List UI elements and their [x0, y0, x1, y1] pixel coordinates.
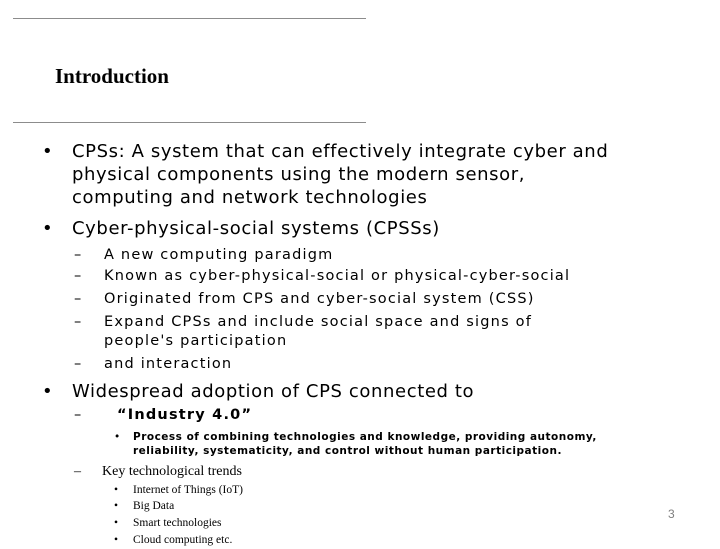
bullet-text: Cyber-physical-social systems (CPSSs) — [72, 218, 440, 239]
rule-bottom — [13, 122, 366, 123]
subitem-new-paradigm — [74, 246, 334, 265]
dash-marker: – — [74, 464, 81, 479]
subsubitem-process — [114, 430, 613, 458]
trend-text: Internet of Things (IoT) — [133, 484, 243, 496]
subitem-interaction — [74, 355, 233, 374]
dash-marker: – — [74, 247, 83, 263]
subitem-text: Key technological trends — [102, 464, 242, 479]
bullet-marker: • — [42, 218, 54, 239]
trend-cloud — [114, 532, 233, 549]
subitem-text: “Industry 4.0” — [117, 407, 253, 423]
bullet-cpsss — [42, 217, 632, 240]
bullet-cpss-definition — [42, 140, 632, 209]
bullet-marker: • — [114, 517, 119, 529]
page-number: 3 — [668, 507, 675, 521]
subitem-text: Expand CPSs and include social space and signs of people's participation — [104, 314, 533, 349]
subitem-key-trends — [74, 463, 242, 480]
slide-title: Introduction — [55, 64, 169, 88]
bullet-marker: • — [42, 381, 54, 402]
subitem-text: Originated from CPS and cyber-social system (CSS) — [104, 291, 535, 307]
trend-smart-tech — [114, 515, 222, 532]
subitem-known-as — [74, 267, 571, 286]
bullet-marker: • — [114, 534, 119, 546]
bullet-marker: • — [42, 141, 54, 162]
bullet-marker: • — [114, 431, 121, 443]
subitem-originated — [74, 290, 535, 309]
subitem-expand — [74, 313, 574, 351]
trend-iot — [114, 482, 243, 499]
subitem-industry-40 — [74, 406, 253, 425]
bullet-marker: • — [114, 500, 119, 512]
bullet-widespread-adoption — [42, 380, 632, 403]
dash-marker: – — [74, 291, 83, 307]
bullet-text: CPSs: A system that can effectively integrate cyber and physical components using the modern sensor, computing and network technologies — [72, 141, 609, 208]
dash-marker: – — [74, 314, 83, 330]
bullet-marker: • — [114, 484, 119, 496]
trend-text: Cloud computing etc. — [133, 534, 233, 546]
subitem-text: A new computing paradigm — [104, 247, 334, 263]
subitem-text: and interaction — [104, 356, 233, 372]
subitem-text: Known as cyber-physical-social or physical-cyber-social — [104, 268, 571, 284]
dash-marker: – — [74, 407, 83, 423]
bullet-text: Widespread adoption of CPS connected to — [72, 381, 475, 402]
subsubitem-text: Process of combining technologies and knowledge, providing autonomy, reliability, systematicity, and control without human participation. — [133, 431, 597, 457]
trend-text: Big Data — [133, 500, 175, 512]
trend-text: Smart technologies — [133, 517, 222, 529]
dash-marker: – — [74, 356, 83, 372]
dash-marker: – — [74, 268, 83, 284]
trend-big-data — [114, 498, 175, 515]
rule-top — [13, 18, 366, 19]
